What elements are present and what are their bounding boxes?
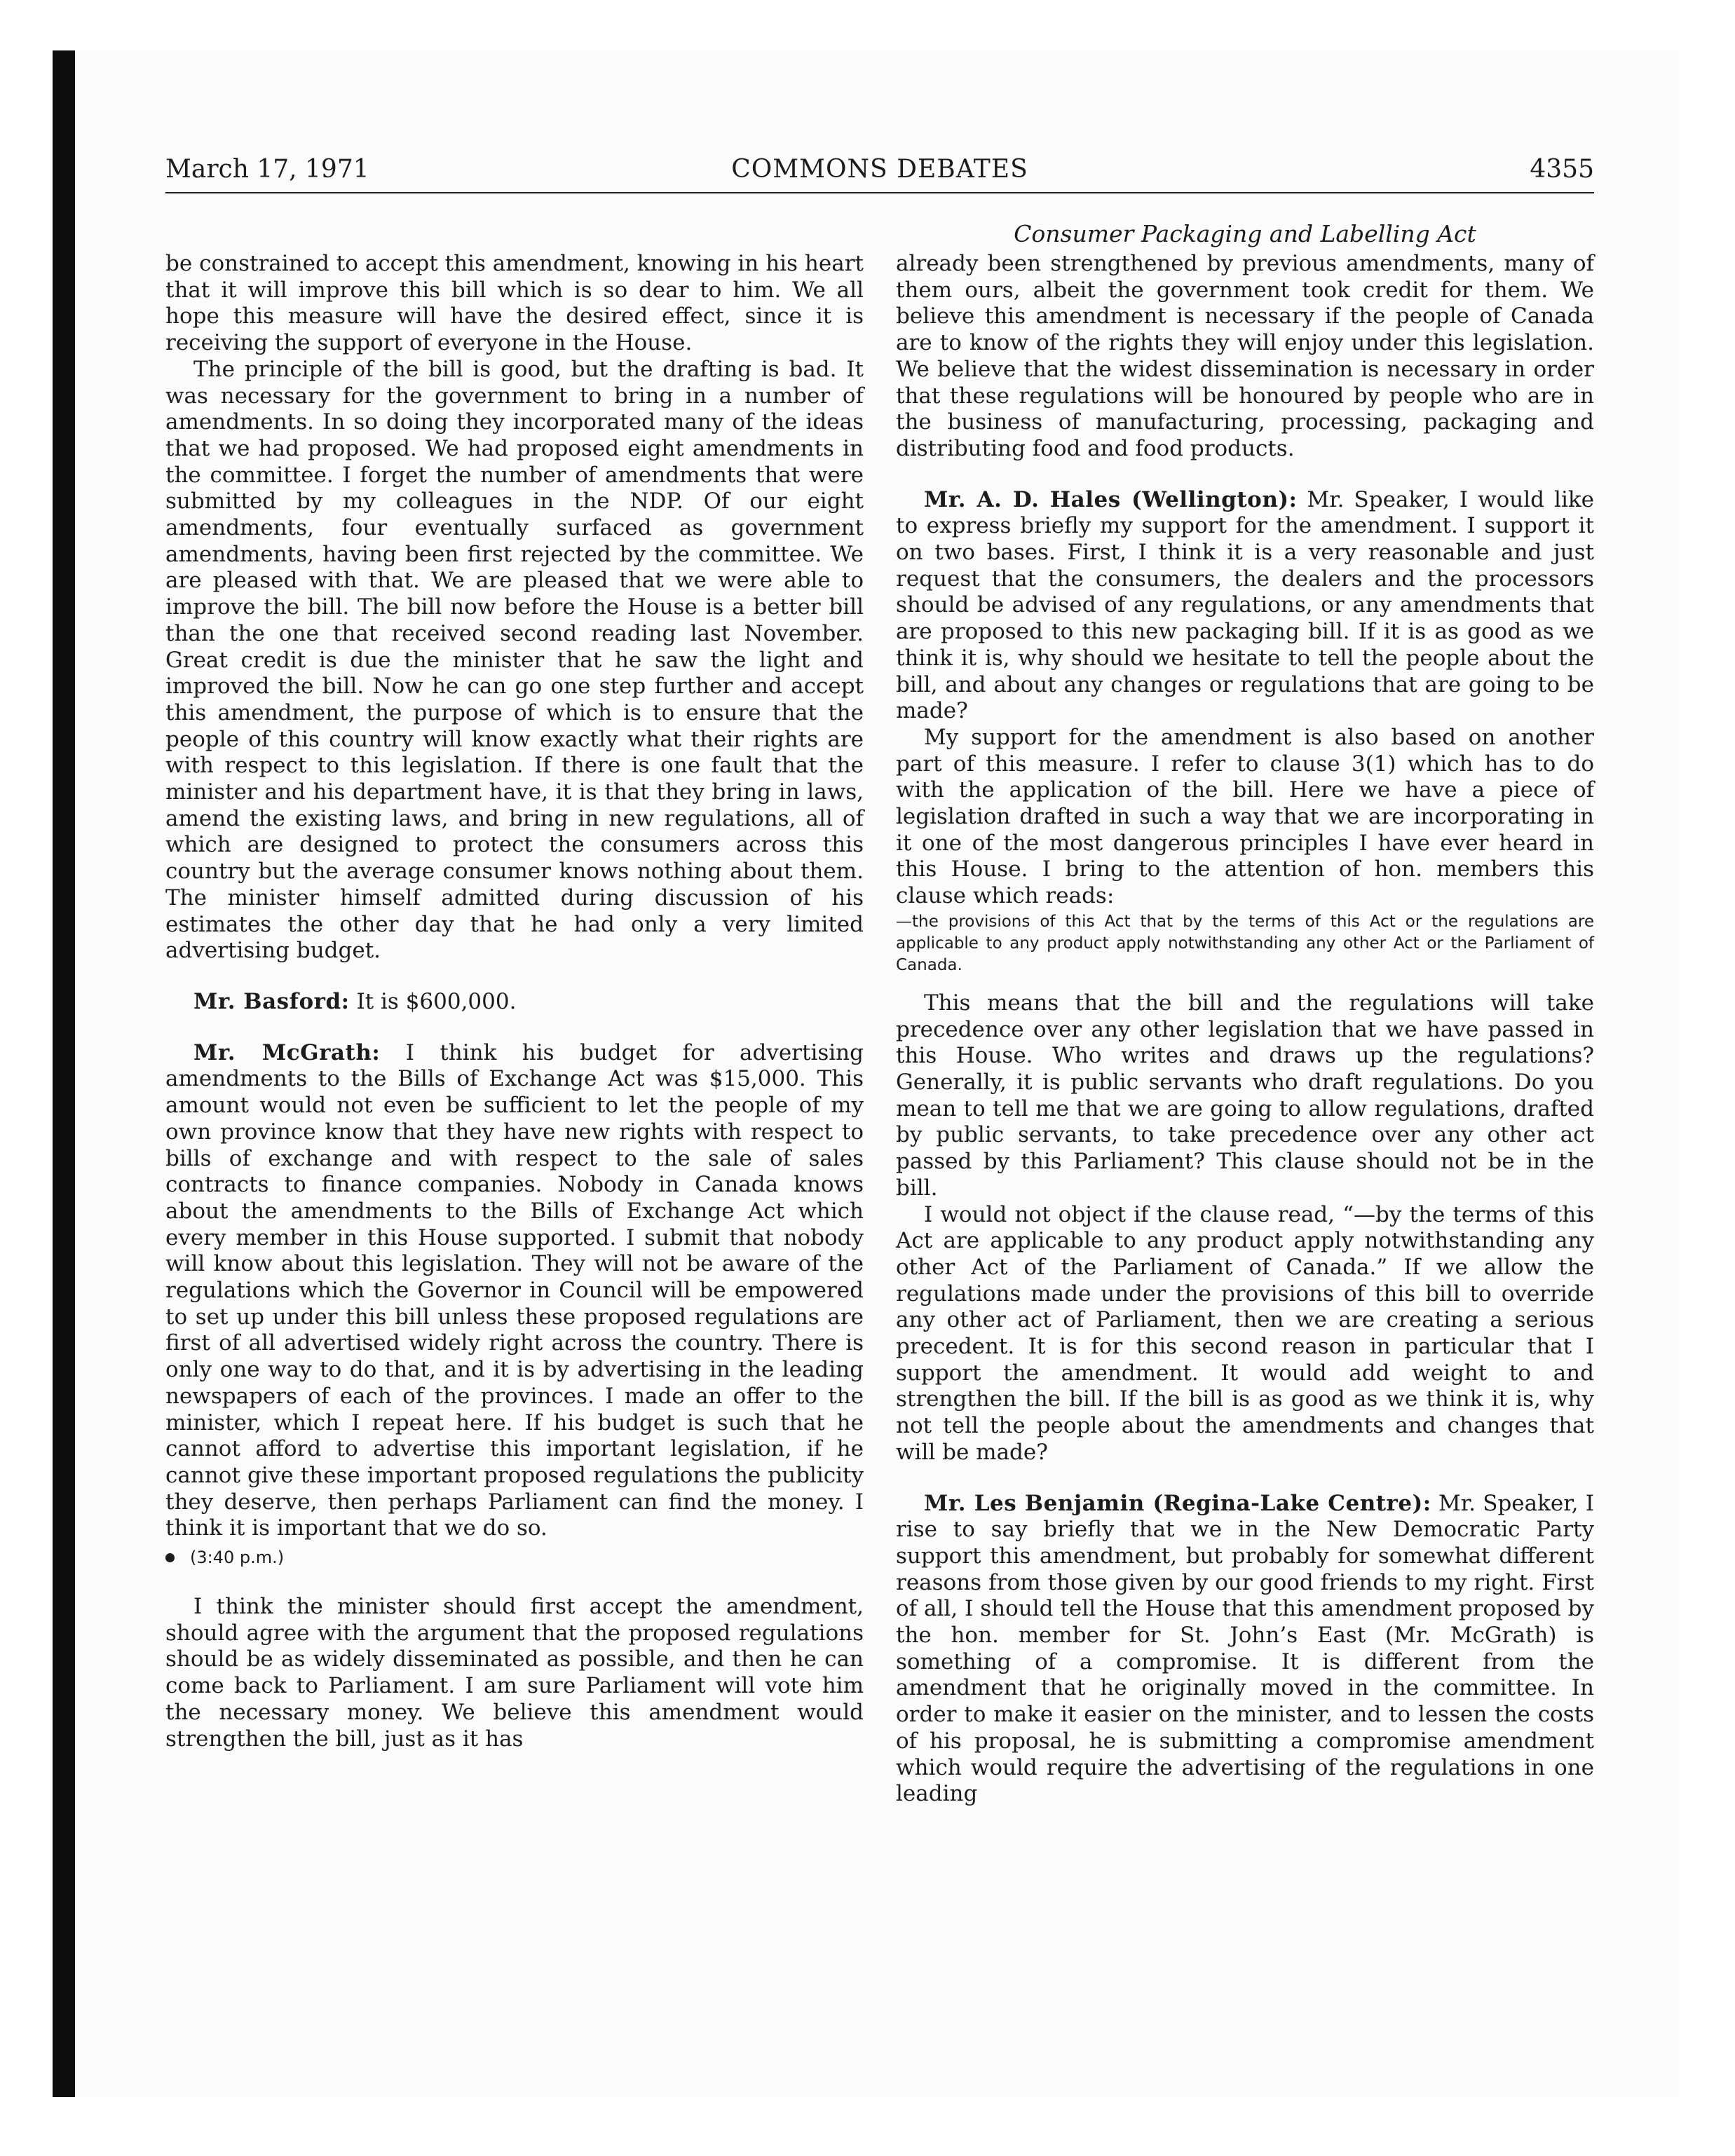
time-marker <box>165 1545 864 1570</box>
speech-text: Mr. Speaker, I rise to say briefly that we in the New Democratic Party support this amendment, but probably for somewhat different reasons from those given by our good friends to my right. First of all, I should tell the House that this amendment proposed by the hon. member for St. John’s East (Mr. McGrath) is something of a compromise. It is different from the amendment that he originally moved in the committee. In order to make it easier on the minister, and to lessen the costs of his proposal, he is submitting a compromise amendment which would require the advertising of the regulations in one leading <box>896 1490 1594 1807</box>
speaker-name: Mr. Basford: <box>193 988 350 1014</box>
paragraph: I think the minister should first accept the amendment, should agree with the argument that the proposed regulations should be as widely disseminated as possible, and then he can come back to Parliament. I am sure Parliament will vote him the necessary money. We believe this amendment would strengthen the bill, just as it has <box>165 1594 864 1752</box>
right-column <box>896 251 1594 1808</box>
header-date: March 17, 1971 <box>165 155 369 184</box>
binding-edge <box>53 50 75 2097</box>
left-column <box>165 251 864 1752</box>
bullet-icon <box>165 1553 175 1562</box>
speaker-name: Mr. Les Benjamin (Regina-Lake Centre): <box>924 1490 1431 1516</box>
timestamp: (3:40 p.m.) <box>190 1548 285 1568</box>
paragraph: This means that the bill and the regulations will take precedence over any other legislation that we have passed in this House. Who writes and draws up the regulations? Generally, it is public servants who draft regulations. Do you mean to tell me that we are going to allow regulations, drafted by public servants, to take precedence over any other act passed by this Parliament? This clause should not be in the bill. <box>896 990 1594 1201</box>
column-heading: Consumer Packaging and Labelling Act <box>1014 220 1476 247</box>
speech-mcgrath <box>165 1040 864 1542</box>
running-head <box>165 151 1594 193</box>
header-page-number: 4355 <box>1530 155 1594 184</box>
block-quote: —the provisions of this Act that by the terms of this Act or the regulations are applicable to any product apply notwithstanding any other Act or the Parliament of Canada. <box>896 912 1594 974</box>
paragraph: The principle of the bill is good, but the drafting is bad. It was necessary for the government to bring in a number of amendments. In so doing they incorporated many of the ideas that we had proposed. We had proposed eight amendments in the committee. I forget the number of amendments that were submitted by my colleagues in the NDP. Of our eight amendments, four eventually surfaced as government amendments, having been first rejected by the committee. We are pleased with that. We are pleased that we were able to improve the bill. The bill now before the House is a better bill than the one that received second reading last November. Great credit is due the minister that he saw the light and improved the bill. Now he can go one step further and accept this amendment, the purpose of which is to ensure that the people of this country will know exactly what their rights are with respect to this legislation. If there is one fault that the minister and his department have, it is that they bring in laws, amend the existing laws, and bring in new regulations, all of which are designed to protect the consumers across this country but the average consumer knows nothing about them. The minister himself admitted during discussion of his estimates the other day that he had only a very limited advertising budget. <box>165 356 864 964</box>
paragraph: I would not object if the clause read, “—by the terms of this Act are applicable to any product apply notwithstanding any other Act of the Parliament of Canada.” If we allow the regulations made under the provisions of this bill to override any other act of Parliament, then we are creating a serious precedent. It is for this second reason in particular that I support the amendment. It would add weight to and strengthen the bill. If the bill is as good as we think it is, why not tell the people about the amendments and changes that will be made? <box>896 1201 1594 1465</box>
speaker-name: Mr. A. D. Hales (Wellington): <box>924 486 1298 512</box>
speech-hales <box>896 487 1594 725</box>
speech-benjamin <box>896 1491 1594 1808</box>
speech-basford <box>165 989 864 1016</box>
paragraph: be constrained to accept this amendment, knowing in his heart that it will improve this bill which is so dear to him. We all hope this measure will have the desired effect, since it is receiving the support of everyone in the House. <box>165 251 864 356</box>
speech-text: I think his budget for advertising amendments to the Bills of Exchange Act was $15,000. This amount would not even be sufficient to let the people of my own province know that they have new rights with respect to bills of exchange and with respect to the sale of sales contracts to finance companies. Nobody in Canada knows about the amendments to the Bills of Exchange Act which every member in this House supported. I submit that nobody will know about this legislation. They will not be aware of the regulations which the Governor in Council will be empowered to set up under this bill unless these proposed regulations are first of all advertised widely right across the country. There is only one way to do that, and it is by advertising in the leading newspapers of each of the provinces. I made an offer to the minister, which I repeat here. If his budget is such that he cannot afford to advertise this important legislation, if he cannot give these important proposed regulations the publicity they deserve, then perhaps Parliament can find the money. I think it is important that we do so. <box>165 1039 864 1541</box>
paragraph: already been strengthened by previous amendments, many of them ours, albeit the government took credit for them. We believe this amendment is necessary if the people of Canada are to know of the rights they will enjoy under this legislation. We believe that the widest dissemination is necessary in order that these regulations will be honoured by people who are in the business of manufacturing, processing, packaging and distributing food and food products. <box>896 251 1594 461</box>
header-publication: COMMONS DEBATES <box>731 155 1028 184</box>
speaker-name: Mr. McGrath: <box>193 1039 381 1065</box>
speech-text: Mr. Speaker, I would like to express briefly my support for the amendment. I support it on two bases. First, I think it is a very reasonable and just request that the consumers, the dealers and the processors should be advised of any regulations, or any amendments that are proposed to this new packaging bill. If it is as good as we think it is, why should we hesitate to tell the people about the bill, and about any changes or regulations that are going to be made? <box>896 486 1594 724</box>
paragraph: My support for the amendment is also based on another part of this measure. I refer to clause 3(1) which has to do with the application of the bill. Here we have a piece of legislation drafted in such a way that we are incorporating in it one of the most dangerous principles I have ever heard in this House. I bring to the attention of hon. members this clause which reads: <box>896 724 1594 909</box>
speech-text: It is $600,000. <box>356 988 517 1014</box>
